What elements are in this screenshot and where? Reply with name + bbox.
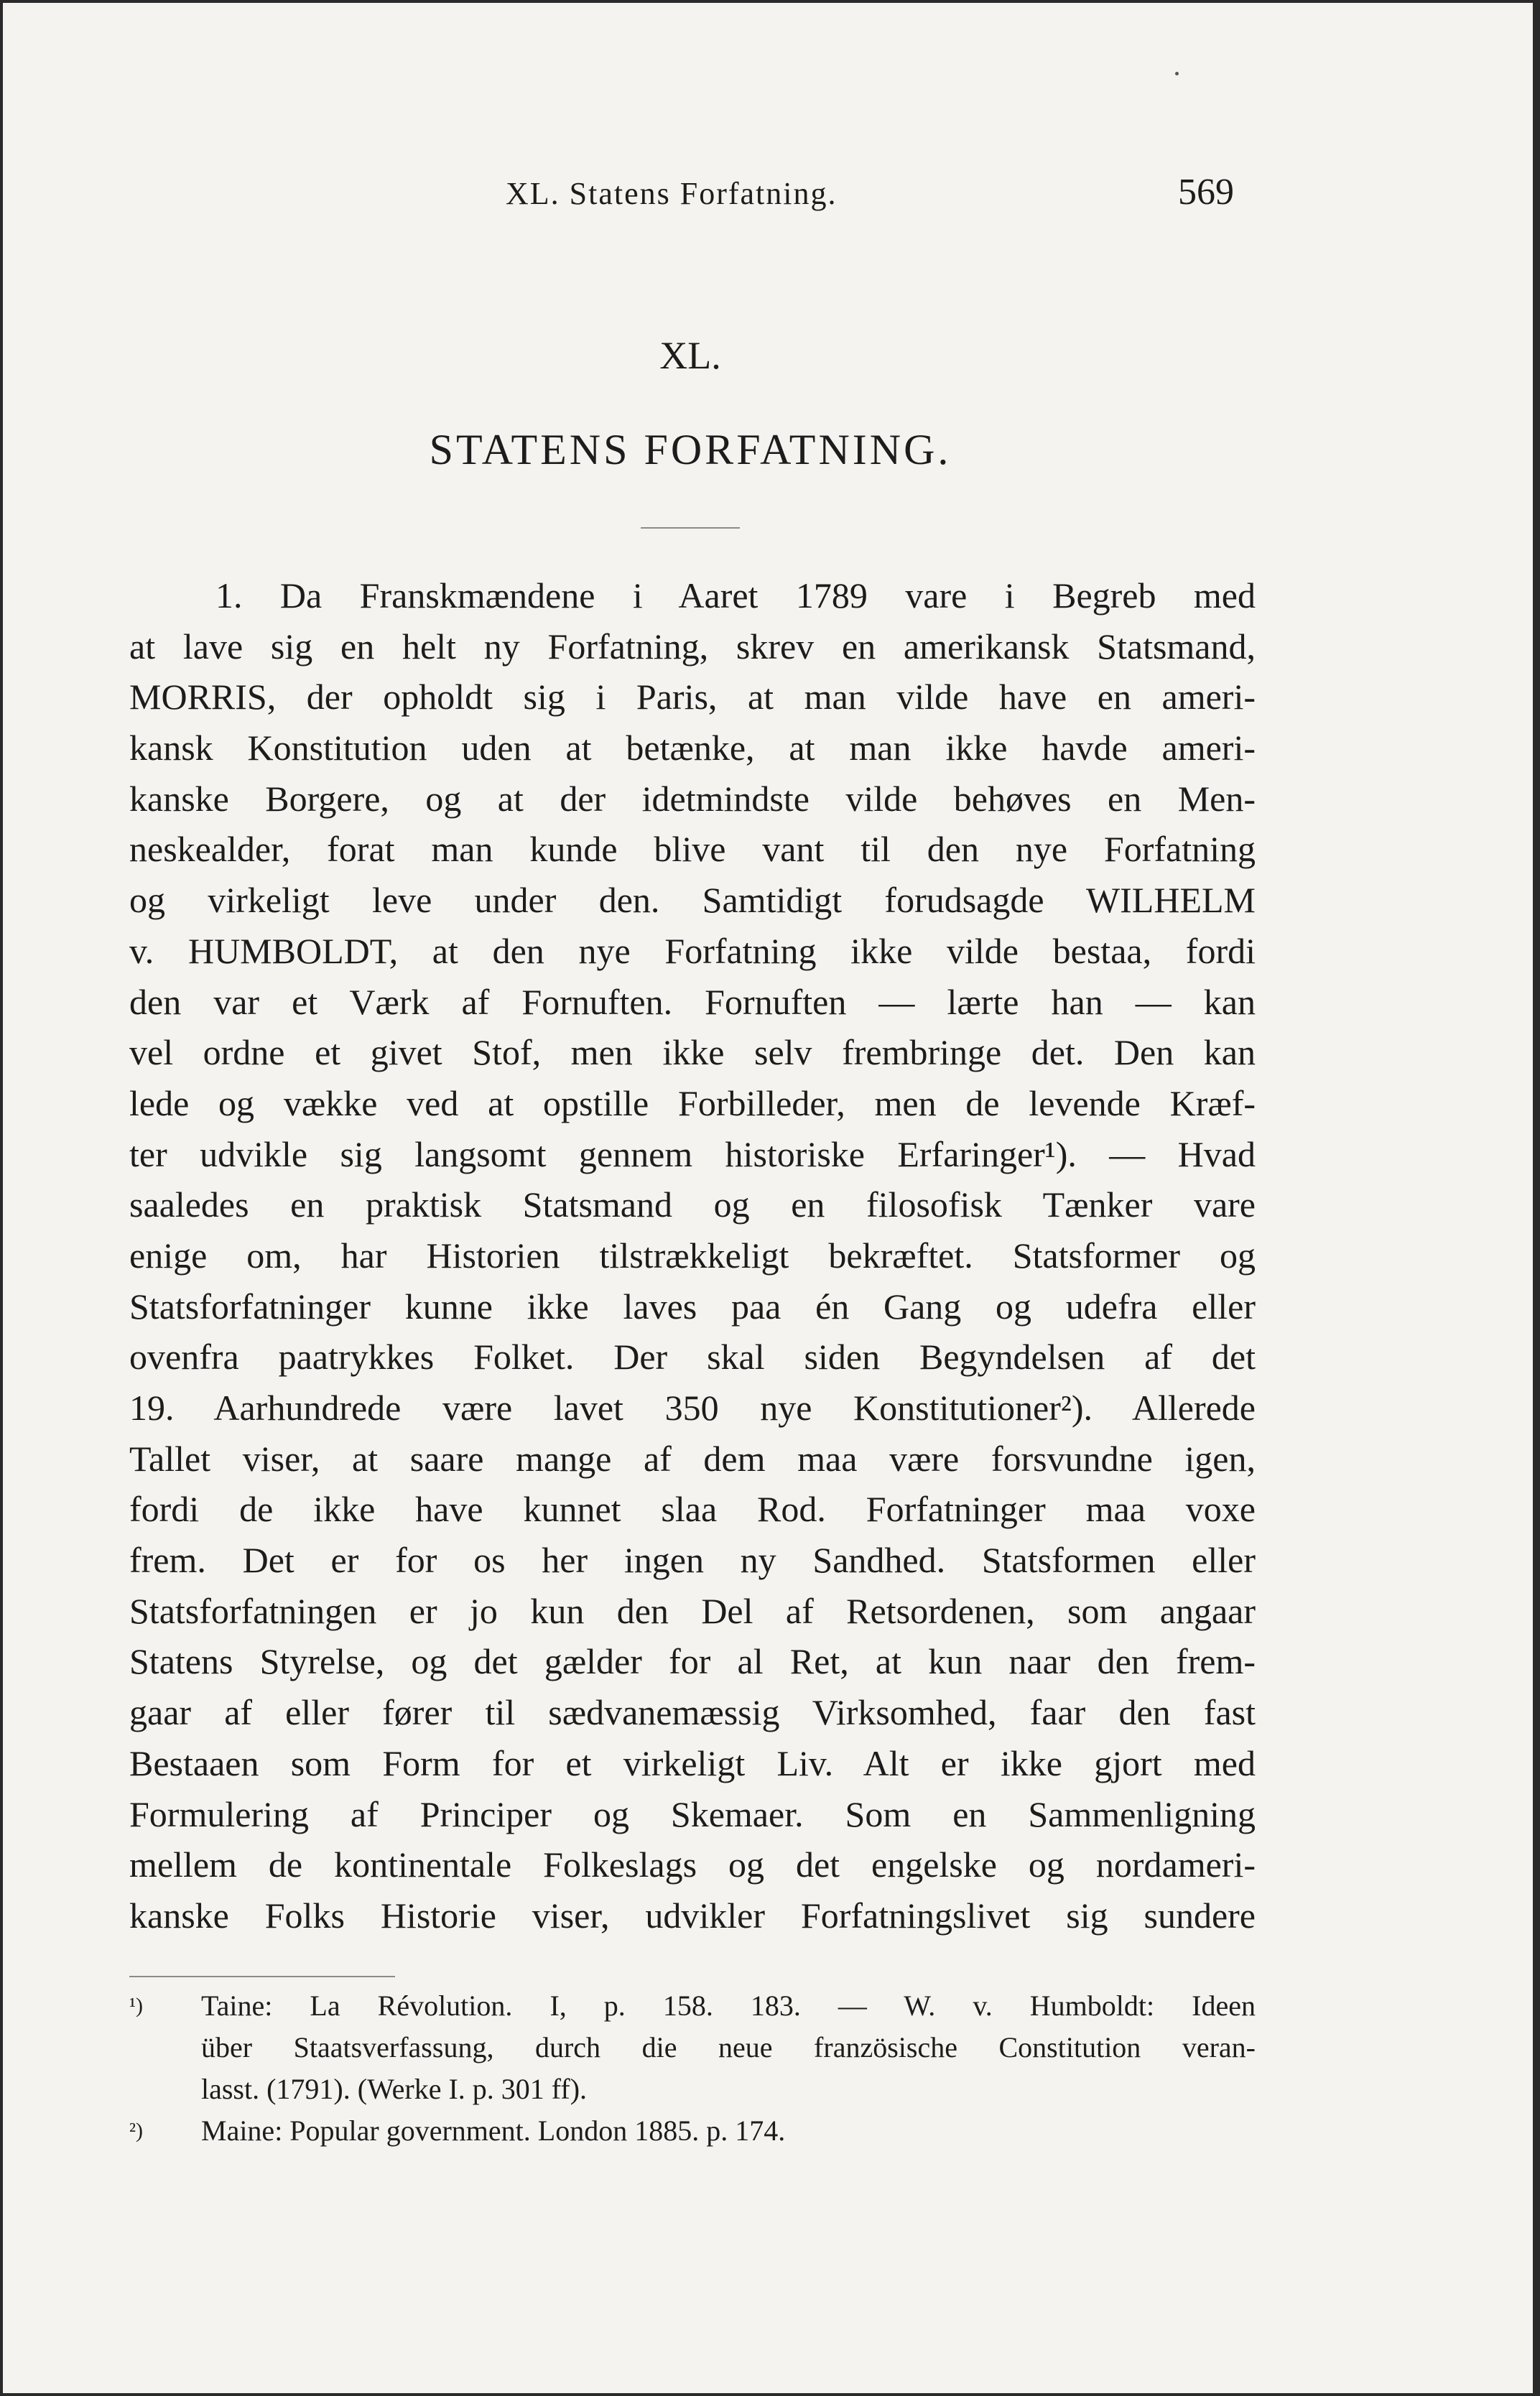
footnote-line: lasst. (1791). (Werke I. p. 301 ff). (201, 2073, 588, 2105)
body-line: Bestaaen som Form for et virkeligt Liv. Alt er ikke gjort med (129, 1742, 1256, 1783)
body-line: 1. Da Franskmændene i Aaret 1789 vare i Begreb med (215, 575, 1256, 616)
body-line: at lave sig en helt ny Forfatning, skrev en amerikansk Statsmand, (129, 626, 1256, 667)
body-line: ovenfra paatrykkes Folket. Der skal siden Begyndelsen af det (129, 1337, 1256, 1378)
running-head (3, 172, 1382, 218)
body-line: saaledes en praktisk Statsmand og en filosofisk Tænker vare (129, 1184, 1256, 1225)
body-line: Tallet viser, at saare mange af dem maa være forsvundne igen, (129, 1438, 1256, 1479)
body-line: frem. Det er for os her ingen ny Sandhed. Statsformen eller (129, 1540, 1256, 1581)
footnotes (129, 1985, 1256, 2152)
title-rule (641, 527, 740, 529)
body-line: gaar af eller fører til sædvanemæssig Virksomhed, faar den fast (129, 1692, 1256, 1733)
body-line: kanske Borgere, og at der idetmindste vilde behøves en Men- (129, 778, 1256, 819)
footnote-line: Maine: Popular government. London 1885. p. 174. (201, 2114, 786, 2147)
footnote-line: Taine: La Révolution. I, p. 158. 183. — W. v. Humboldt: Ideen (201, 1989, 1256, 2022)
chapter-title: STATENS FORFATNING. (429, 426, 952, 473)
body-line: ter udvikle sig langsomt gennem historiske Erfaringer¹). — Hvad (129, 1133, 1256, 1174)
book-page (3, 3, 1533, 2393)
body-line: enige om, har Historien tilstrækkeligt bekræftet. Statsformer og (129, 1235, 1256, 1276)
body-line: og virkeligt leve under den. Samtidigt forudsagde WILHELM (129, 880, 1256, 921)
footnote-line: über Staatsverfassung, durch die neue französische Constitution veran- (201, 2031, 1256, 2063)
body-line: v. HUMBOLDT, at den nye Forfatning ikke vilde bestaa, fordi (129, 930, 1256, 971)
body-line: MORRIS, der opholdt sig i Paris, at man vilde have en ameri- (129, 677, 1256, 718)
body-line: Statens Styrelse, og det gælder for al Ret, at kun naar den frem- (129, 1641, 1256, 1682)
body-line: neskealder, forat man kunde blive vant til den nye Forfatning (129, 829, 1256, 870)
body-line: fordi de ikke have kunnet slaa Rod. Forfatninger maa voxe (129, 1489, 1256, 1530)
body-line: vel ordne et givet Stof, men ikke selv frembringe det. Den kan (129, 1032, 1256, 1073)
body-text (129, 570, 1256, 1941)
print-speck (1175, 72, 1179, 75)
body-line: lede og vække ved at opstille Forbilleder, men de levende Kræf- (129, 1082, 1256, 1123)
footnote-2 (129, 2110, 1256, 2152)
body-line: Formulering af Principer og Skemaer. Som en Sammenligning (129, 1793, 1256, 1834)
body-line: Statsforfatninger kunne ikke laves paa én Gang og udefra eller (129, 1286, 1256, 1327)
body-line: 19. Aarhundrede være lavet 350 nye Konstitutioner²). Allerede (129, 1388, 1256, 1428)
chapter-number: XL. (659, 334, 721, 377)
body-line: mellem de kontinentale Folkeslags og det engelske og nordameri- (129, 1844, 1256, 1885)
footnote-rule (129, 1976, 395, 1977)
page-number: 569 (1178, 172, 1234, 213)
body-line: Statsforfatningen er jo kun den Del af Retsordenen, som angaar (129, 1590, 1256, 1631)
body-line: kansk Konstitution uden at betænke, at man ikke havde ameri- (129, 728, 1256, 769)
footnote-marker: ²) (129, 2119, 143, 2142)
body-line: den var et Værk af Fornuften. Fornuften — lærte han — kan (129, 981, 1256, 1022)
running-title: XL. Statens Forfatning. (506, 176, 838, 211)
footnote-1 (129, 1985, 1256, 2027)
footnote-marker: ¹) (129, 1994, 143, 2017)
body-line: kanske Folks Historie viser, udvikler Forfatningslivet sig sundere (129, 1895, 1256, 1936)
